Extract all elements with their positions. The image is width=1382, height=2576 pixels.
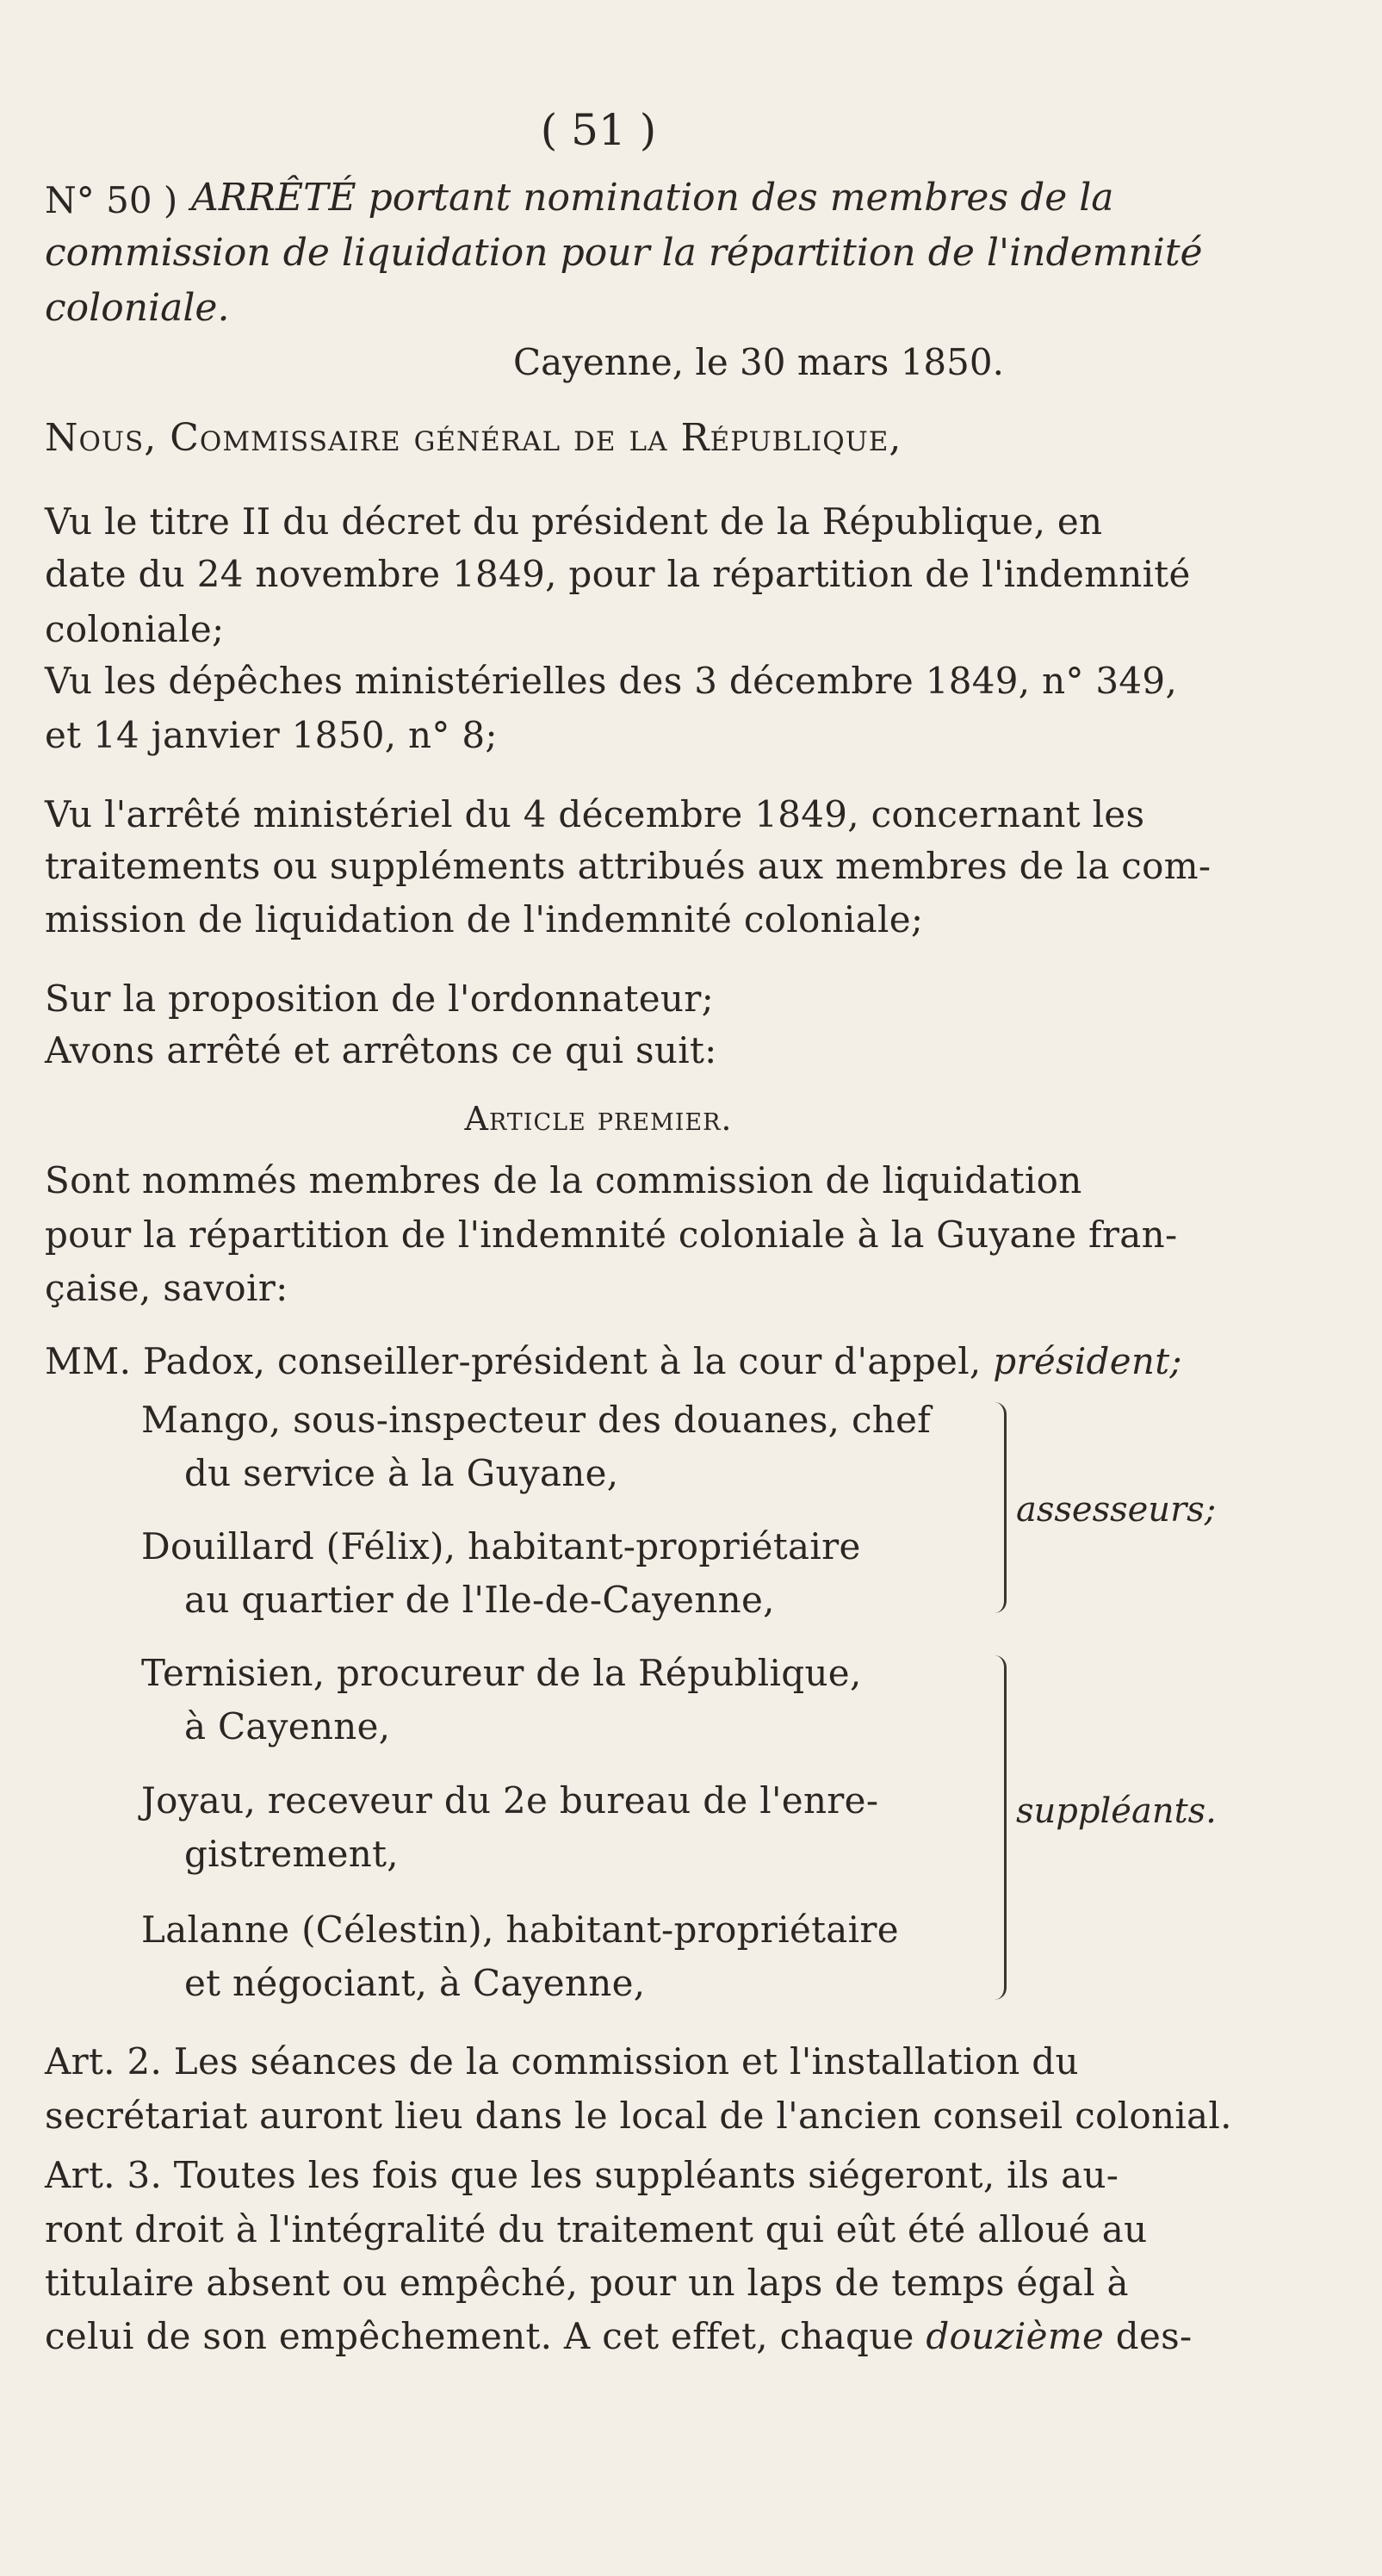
assesseur-1-line-2: du service à la Guyane, xyxy=(184,1452,619,1494)
assesseur-2-line-2: au quartier de l'Ile-de-Cayenne, xyxy=(184,1579,775,1621)
assesseurs-brace xyxy=(990,1402,1007,1613)
decree-number: N° 50 ) xyxy=(45,179,178,221)
suppleant-2-line-2: gistrement, xyxy=(184,1833,399,1875)
preamble-proposition: Sur la proposition de l'ordonnateur; xyxy=(45,978,715,1020)
suppleants-label: suppléants. xyxy=(1016,1791,1217,1831)
suppleant-2-line-1: Joyau, receveur du 2e bureau de l'enre- xyxy=(141,1779,879,1822)
decree-title-line-1: ARRÊTÉ portant nomination des membres de la xyxy=(191,176,1114,220)
assesseur-1-line-1: Mango, sous-inspecteur des douanes, chef xyxy=(141,1399,932,1441)
suppleant-1-line-2: à Cayenne, xyxy=(184,1705,391,1747)
preamble-vu-1-line-1: Vu le titre II du décret du président de la République, en xyxy=(45,500,1103,543)
assesseur-2-line-1: Douillard (Félix), habitant-propriétaire xyxy=(141,1525,861,1567)
preamble-vu-1-line-3: coloniale; xyxy=(45,608,225,650)
decree-title-line-2: commission de liquidation pour la répartition de l'indemnité xyxy=(45,231,1203,275)
suppleants-brace xyxy=(990,1655,1007,2000)
preamble-vu-2-line-2: et 14 janvier 1850, n° 8; xyxy=(45,714,498,756)
article-3-line-4-start: celui de son empêchement. A cet effet, chaque xyxy=(45,2315,914,2357)
suppleant-1-line-1: Ternisien, procureur de la République, xyxy=(141,1652,862,1694)
preamble-vu-2-line-1: Vu les dépêches ministérielles des 3 décembre 1849, n° 349, xyxy=(45,660,1178,702)
president-role: président; xyxy=(993,1340,1182,1382)
preamble-vu-1-line-2: date du 24 novembre 1849, pour la répartition de l'indemnité xyxy=(45,553,1191,595)
preamble-vu-3-line-2: traitements ou suppléments attribués aux membres de la com- xyxy=(45,845,1212,887)
article-3-line-2: ront droit à l'intégralité du traitement qui eût été alloué au xyxy=(45,2208,1148,2250)
article-2-line-1: Art. 2. Les séances de la commission et l'installation du xyxy=(45,2040,1079,2083)
dateline: Cayenne, le 30 mars 1850. xyxy=(513,341,1004,383)
article-1-line-2: pour la répartition de l'indemnité coloniale à la Guyane fran- xyxy=(45,1214,1178,1256)
suppleant-3-line-1: Lalanne (Célestin), habitant-propriétaire xyxy=(141,1909,899,1951)
assesseurs-label: assesseurs; xyxy=(1016,1490,1217,1530)
preamble-avons: Avons arrêté et arrêtons ce qui suit: xyxy=(45,1029,717,1071)
article-3-douzieme: douzième xyxy=(926,2315,1105,2357)
suppleant-3-line-2: et négociant, à Cayenne, xyxy=(184,1962,646,2004)
article-3-line-4 xyxy=(45,2315,1193,2357)
preamble-nous: Nous, Commissaire général de la République, xyxy=(45,416,902,460)
president-line xyxy=(45,1340,1182,1382)
article-2-line-2: secrétariat auront lieu dans le local de l'ancien conseil colonial. xyxy=(45,2095,1232,2137)
article-1-line-1: Sont nommés membres de la commission de liquidation xyxy=(45,1159,1082,1201)
preamble-vu-3-line-1: Vu l'arrêté ministériel du 4 décembre 1849, concernant les xyxy=(45,793,1145,835)
article-3-line-1: Art. 3. Toutes les fois que les suppléants siégeront, ils au- xyxy=(45,2154,1119,2196)
decree-title-line-3: coloniale. xyxy=(45,286,230,330)
article-1-heading: Article premier. xyxy=(464,1100,733,1138)
preamble-vu-3-line-3: mission de liquidation de l'indemnité coloniale; xyxy=(45,898,924,940)
page-number: ( 51 ) xyxy=(540,105,657,155)
president-name: MM. Padox, conseiller-président à la cour d'appel, xyxy=(45,1340,982,1382)
article-3-line-4-end: des- xyxy=(1115,2315,1193,2357)
article-3-line-3: titulaire absent ou empêché, pour un laps de temps égal à xyxy=(45,2262,1129,2304)
article-1-line-3: çaise, savoir: xyxy=(45,1267,288,1309)
